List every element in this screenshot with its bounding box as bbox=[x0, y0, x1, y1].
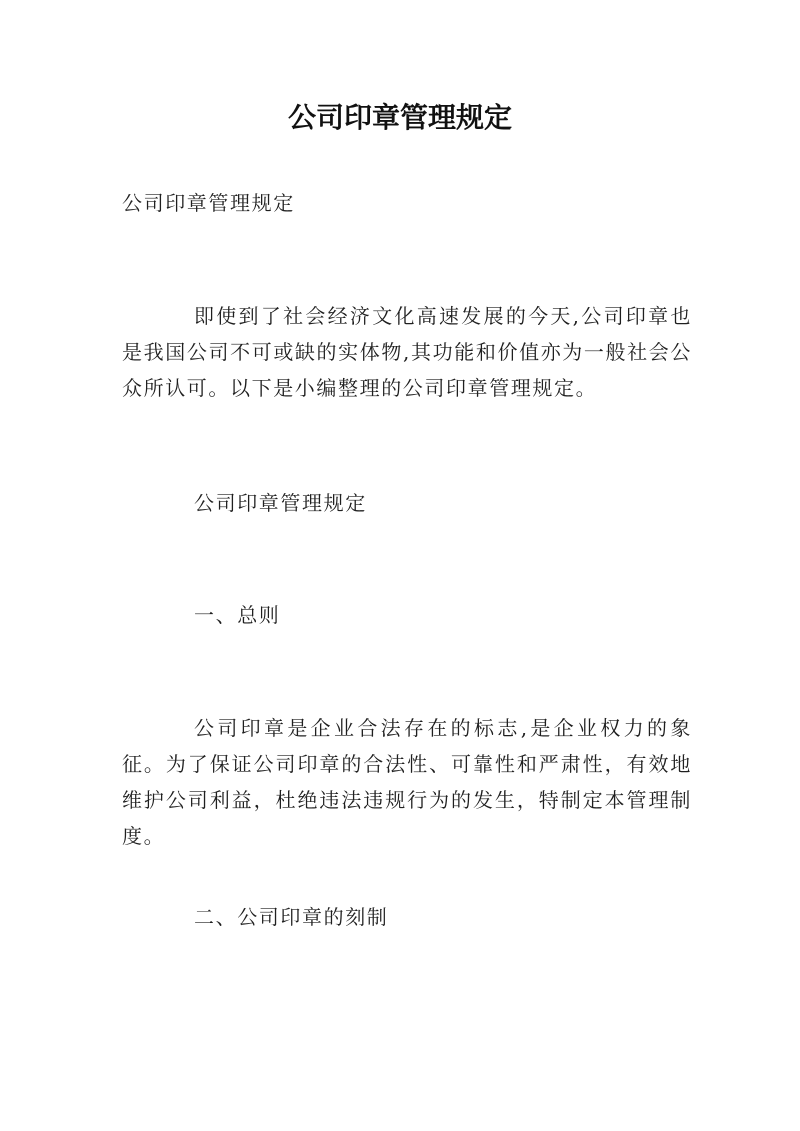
document-title: 公司印章管理规定 bbox=[287, 101, 512, 134]
section-heading: 公司印章管理规定 bbox=[194, 491, 367, 515]
intro-paragraph: 即使到了社会经济文化高速发展的今天,公司印章也是我国公司不可或缺的实体物,其功能和价值亦为一般社会公众所认可。以下是小编整理的公司印章管理规定。 bbox=[122, 304, 692, 400]
chapter-1-heading: 一、总则 bbox=[194, 603, 281, 627]
document-subtitle: 公司印章管理规定 bbox=[122, 191, 295, 215]
chapter-1-paragraph: 公司印章是企业合法存在的标志,是企业权力的象征。为了保证公司印章的合法性、可靠性和严肃性，有效地维护公司利益，杜绝违法违规行为的发生，特制定本管理制度。 bbox=[122, 716, 692, 848]
chapter-2-heading: 二、公司印章的刻制 bbox=[194, 905, 389, 929]
